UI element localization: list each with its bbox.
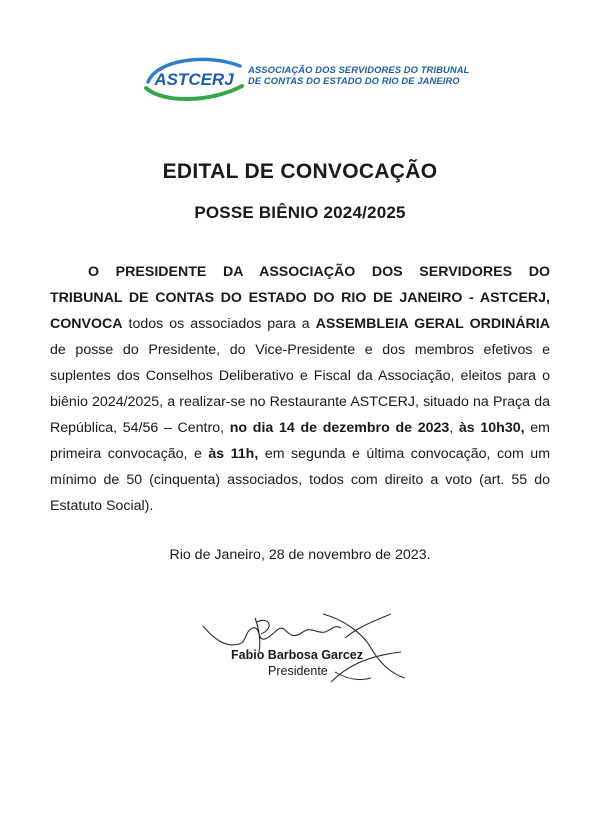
convocation-paragraph	[50, 259, 550, 519]
body-s8: às 10h30,	[458, 420, 525, 436]
body-s6: no dia 14 de dezembro de 2023	[229, 420, 450, 436]
body-s3: todos os associados para a	[122, 316, 316, 332]
letterhead	[140, 52, 500, 108]
signature-block	[195, 608, 425, 698]
astcerj-logo	[140, 52, 248, 104]
document-title: EDITAL DE CONVOCAÇÃO	[162, 160, 438, 183]
org-name-line-2: DE CONTAS DO ESTADO DO RIO DE JANEIRO	[248, 75, 460, 86]
body-s7: ,	[449, 420, 459, 436]
logo-wordmark: ASTCERJ	[154, 70, 234, 89]
document-subtitle: POSSE BIÊNIO 2024/2025	[194, 203, 406, 222]
body-s2: CONVOCA	[50, 316, 123, 332]
body-s11: em segunda e última convocação, com um mínimo de 50 (cinquenta) associados, todos com direito a voto (art. 55 do Estatuto Social).	[50, 446, 551, 514]
body-s1: O PRESIDENTE DA ASSOCIAÇÃO DOS SERVIDORES DO TRIBUNAL DE CONTAS DO ESTADO DO RIO DE JANEIRO - ASTCERJ,	[50, 264, 550, 306]
signer-name: Fabio Barbosa Garcez	[231, 648, 363, 662]
body-s4: ASSEMBLEIA GERAL ORDINÁRIA	[315, 316, 550, 332]
org-name-line-1: ASSOCIAÇÃO DOS SERVIDORES DO TRIBUNAL	[248, 64, 470, 75]
body-s5: de posse do Presidente, do Vice-Presidente e dos membros efetivos e suplentes dos Conselhos Deliberativo e Fiscal da Associação, eleitos para o biênio 2024/2025, a realizar-se no Restaurante ASTCERJ, situado na Praça da República, 54/56 – Centro,	[50, 342, 550, 436]
place-and-date: Rio de Janeiro, 28 de novembro de 2023.	[169, 547, 431, 563]
body-s10: às 11h,	[208, 446, 259, 462]
body-s9: em primeira convocação, e	[50, 420, 550, 462]
organization-name	[248, 64, 498, 86]
signer-role: Presidente	[268, 664, 328, 678]
